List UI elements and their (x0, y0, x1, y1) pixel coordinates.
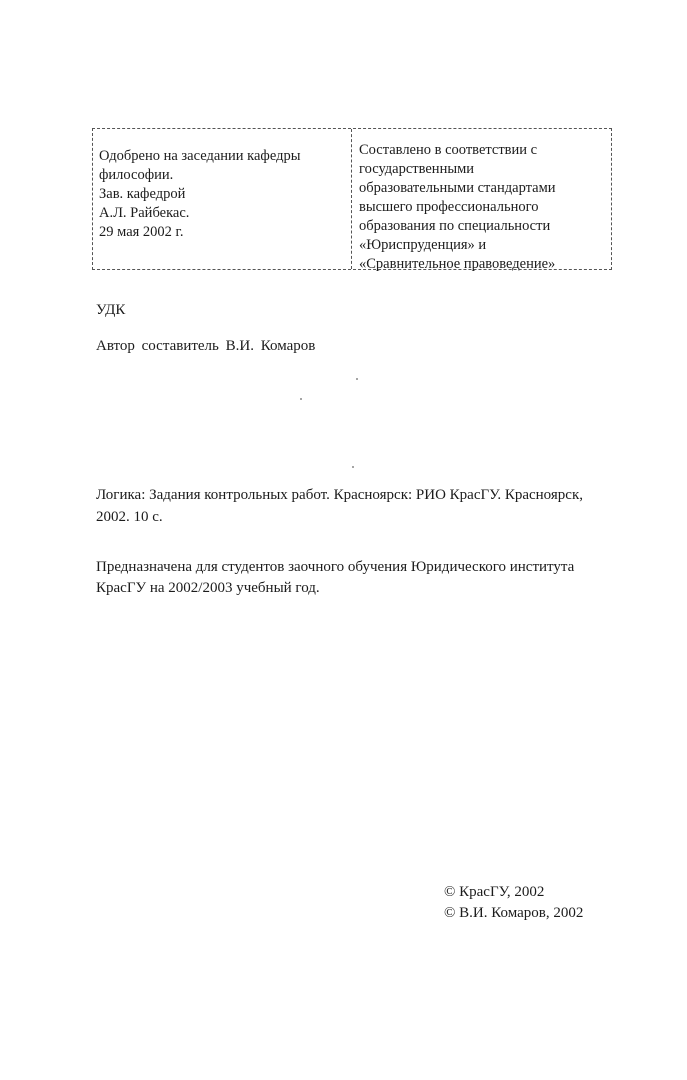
approval-right-line: «Сравнительное правоведение» (359, 256, 556, 272)
approval-right-line: образовательными стандартами (359, 180, 556, 196)
scan-speck (352, 466, 354, 468)
udk-label: УДК (96, 302, 126, 318)
approval-left-line: философии. (99, 167, 174, 183)
approval-standards (359, 141, 609, 274)
copyright-line: © КрасГУ, 2002 (444, 884, 545, 900)
bibliographic-citation: Логика: Задания контрольных работ. Красноярск: РИО КрасГУ. Красноярск, 2002. 10 с. (96, 487, 583, 525)
approval-right-line: Составлено в соответствии с (359, 142, 538, 158)
scan-speck (300, 398, 302, 400)
approval-right-line: «Юриспруденция» и (359, 237, 487, 253)
approval-left-line: Зав. кафедрой (99, 186, 186, 202)
approval-left-line: А.Л. Райбекас. (99, 205, 190, 221)
approval-left-line: Одобрено на заседании кафедры (99, 148, 301, 164)
approval-right-line: образования по специальности (359, 218, 551, 234)
approval-divider (351, 129, 352, 269)
copyright-line: © В.И. Комаров, 2002 (444, 905, 584, 921)
copyright-block (444, 882, 583, 924)
approval-department (99, 147, 344, 242)
approval-left-line: 29 мая 2002 г. (99, 224, 184, 240)
purpose-statement: Предназначена для студентов заочного обучения Юридического института КрасГУ на 2002/2003 учебный год. (96, 559, 575, 596)
scan-speck (356, 378, 358, 380)
approval-right-line: государственными (359, 161, 475, 177)
approval-right-line: высшего профессионального (359, 199, 539, 215)
author-line: Автор составитель В.И. Комаров (96, 338, 316, 354)
approval-box (92, 128, 612, 270)
